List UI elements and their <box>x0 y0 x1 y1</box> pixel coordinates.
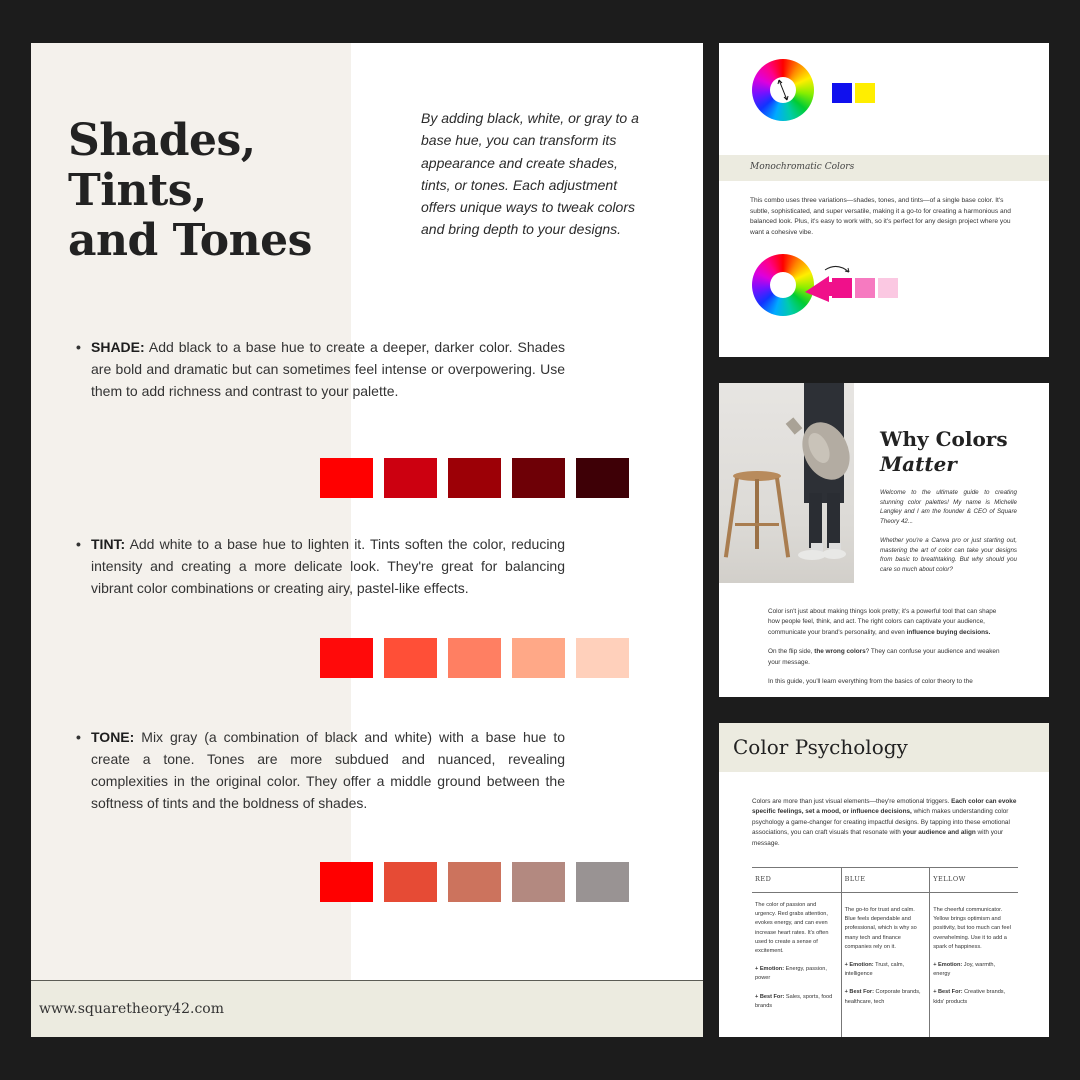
monochromatic-page-preview <box>719 43 1049 357</box>
shade-section <box>76 336 565 402</box>
column-header: RED <box>755 875 772 883</box>
title-band <box>719 723 1049 772</box>
tone-section <box>76 726 565 814</box>
body-paragraph-1: Color isn't just about making things look pretty; it's a powerful tool that can shape how people feel, think, and act. The right colors can captivate your audience, communicate your brand's personality, and even influence buying decisions. <box>768 608 997 636</box>
complement-swatch-blue <box>832 83 852 103</box>
tone-swatch-1 <box>320 862 373 902</box>
website-url: www.squaretheory42.com <box>39 1001 224 1017</box>
column-header: YELLOW <box>933 875 966 883</box>
page-title: Color Psychology <box>733 735 908 759</box>
color-wheel-icon <box>752 59 814 121</box>
monochromatic-description: This combo uses three variations—shades, tones, and tints—of a single base color. It's subtle, sophisticated, and super versatile, making it a go-to for creating a harmonious and balanced look. Plus, it's easy to work with, so it's perfect for any design project where you want a cohesive vibe. <box>750 197 1011 236</box>
tint-swatch-2 <box>384 638 437 678</box>
tint-description: Add white to a base hue to lighten it. Tints soften the color, reducing intensity and creating a more delicate look. They're great for balancing vibrant color combinations or creating airy, pastel-like effects. <box>91 536 565 596</box>
tint-swatch-3 <box>448 638 501 678</box>
bullet: • <box>76 339 81 355</box>
shade-swatch-2 <box>384 458 437 498</box>
tint-swatch-1 <box>320 638 373 678</box>
shades-tints-tones-page <box>31 43 703 1037</box>
section-title: Monochromatic Colors <box>750 162 855 172</box>
table-cell: The cheerful communicator. Yellow brings optimism and positivity, but too much can feel overwhelming. Use it to add a spark of happiness. + Emotion: Joy, warmth, energy + Best For: Creative brands, kids' products <box>933 907 1011 1005</box>
tint-label: TINT: <box>91 536 126 552</box>
complement-swatch-yellow <box>855 83 875 103</box>
table-column-blue <box>841 868 930 1037</box>
table-column-red <box>752 868 841 1037</box>
tint-section <box>76 533 565 599</box>
section-band <box>719 155 1049 181</box>
tint-swatch-5 <box>576 638 629 678</box>
model-with-vase-photo <box>719 383 854 583</box>
page-title-line-2: and Tones <box>68 215 312 266</box>
color-psychology-page-preview <box>719 723 1049 1037</box>
intro-paragraph: Colors are more than just visual elements—they're emotional triggers. Each color can evoke specific feelings, set a mood, or influence decisions, which makes understanding color psychology a game-changer for creating impactful designs. By tapping into these emotional associations, you can craft visuals that resonate with your audience and align with your message. <box>752 798 1017 847</box>
double-arrow-icon <box>752 59 814 121</box>
tint-swatches <box>320 638 629 678</box>
bullet: • <box>76 536 81 552</box>
tone-description: Mix gray (a combination of black and white) with a base hue to create a tone. Tones are more subdued and nuanced, revealing complexities in the original color. They offer a middle ground between the softness of tints and the boldness of shades. <box>91 729 565 811</box>
page-title <box>68 116 368 266</box>
tone-swatch-2 <box>384 862 437 902</box>
tone-label: TONE: <box>91 729 135 745</box>
body-paragraph-3: In this guide, you'll learn everything from the basics of color theory to the <box>768 678 973 686</box>
table-cell: The go-to for trust and calm. Blue feels dependable and professional, which is why so many tech and finance companies rely on it. + Emotion: Trust, calm, intelligence + Best For: Corporate brands, healthcare, tech <box>844 907 921 1005</box>
mono-swatch-2 <box>855 278 875 298</box>
mono-swatch-3 <box>878 278 898 298</box>
body-paragraph-2: On the flip side, the wrong colors? They can confuse your audience and weaken your message. <box>768 648 1000 666</box>
shade-swatch-1 <box>320 458 373 498</box>
shade-swatch-5 <box>576 458 629 498</box>
why-colors-matter-page-preview <box>719 383 1049 697</box>
page-title-line-2: Matter <box>880 452 957 476</box>
page-footer <box>31 980 703 1037</box>
tone-swatches <box>320 862 629 902</box>
color-psychology-table <box>752 867 1018 1037</box>
page-title-line-1: Shades, Tints, <box>68 115 256 216</box>
tone-swatch-3 <box>448 862 501 902</box>
intro-paragraph: By adding black, white, or gray to a base hue, you can transform its appearance and create shades, tints, or tones. Each adjustment offers unique ways to tweak colors and bring depth to your designs. <box>421 110 639 238</box>
tone-swatch-5 <box>576 862 629 902</box>
welcome-text <box>880 488 1017 584</box>
shade-description: Add black to a base hue to create a deeper, darker color. Shades are bold and dramatic but can sometimes feel intense or overpowering. Use them to add richness and contrast to your palette. <box>91 339 565 399</box>
welcome-paragraph-1: Welcome to the ultimate guide to creating stunning color palettes! My name is Michelle Langley and I am the founder & CEO of Square Theory 42... <box>880 489 1017 526</box>
page-title-line-1: Why Colors <box>880 427 1008 451</box>
shade-swatch-4 <box>512 458 565 498</box>
mono-swatch-1 <box>832 278 852 298</box>
tint-swatch-4 <box>512 638 565 678</box>
page-title <box>880 427 1008 477</box>
shade-swatch-3 <box>448 458 501 498</box>
column-header: BLUE <box>844 875 866 883</box>
table-column-yellow <box>929 868 1018 1037</box>
table-cell: The color of passion and urgency. Red grabs attention, evokes energy, and can even increase heart rates. It's often used to create a sense of excitement. + Emotion: Energy, passion, power + Best For: Sales, sports, food brands <box>755 902 833 1009</box>
body-text <box>768 607 1000 696</box>
shade-swatches <box>320 458 629 498</box>
welcome-paragraph-2: Whether you're a Canva pro or just starting out, mastering the art of color can take your designs from basic to breathtaking. But why should you care so much about color? <box>880 536 1017 573</box>
bullet: • <box>76 729 81 745</box>
shade-label: SHADE: <box>91 339 145 355</box>
tone-swatch-4 <box>512 862 565 902</box>
